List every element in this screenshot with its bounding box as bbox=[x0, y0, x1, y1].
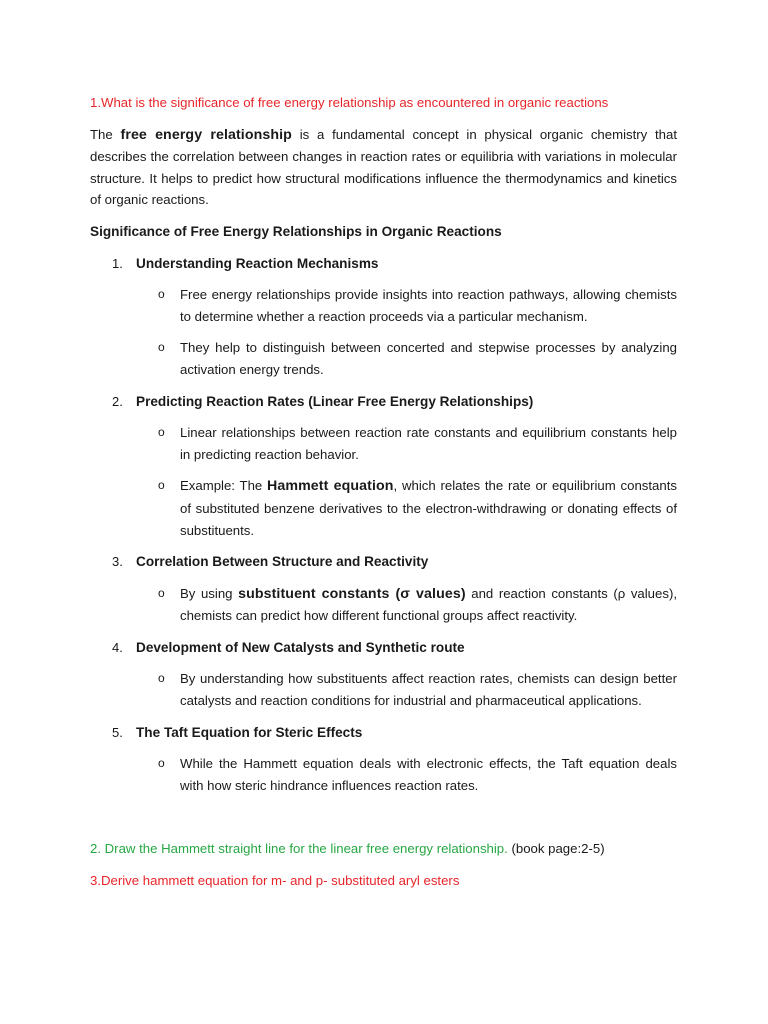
list-item-1 bbox=[90, 253, 677, 381]
intro-paragraph bbox=[90, 124, 677, 211]
bullet-item bbox=[90, 583, 677, 627]
list-item-2 bbox=[90, 391, 677, 542]
bullet-circle-icon: o bbox=[158, 671, 165, 686]
question-2-note: (book page:2-5) bbox=[507, 841, 605, 857]
bullet-item bbox=[90, 668, 677, 711]
bullet-circle-icon: o bbox=[158, 287, 165, 302]
point-title-row bbox=[90, 253, 677, 275]
bullet-text: While the Hammett equation deals with electronic effects, the Taft equation deals with how steric hindrance influences reaction rates. bbox=[180, 756, 677, 793]
bullet-item bbox=[90, 475, 677, 541]
question-2 bbox=[90, 838, 677, 860]
bullet-item bbox=[90, 422, 677, 465]
list-item-5 bbox=[90, 722, 677, 797]
spacer bbox=[90, 806, 677, 838]
hammett-equation-term: Hammett equation bbox=[267, 478, 394, 495]
significance-list bbox=[90, 253, 677, 797]
substituent-constants-term: substituent constants (σ values) bbox=[238, 585, 466, 602]
question-3: 3.Derive hammett equation for m- and p- substituted aryl esters bbox=[90, 873, 460, 889]
point-title: The Taft Equation for Steric Effects bbox=[136, 724, 363, 740]
point-number: 5. bbox=[112, 724, 123, 740]
bullet-text bbox=[180, 583, 677, 627]
bullet-text bbox=[180, 475, 677, 541]
bullet-circle-icon: o bbox=[158, 585, 165, 600]
point-number: 4. bbox=[112, 639, 123, 655]
bullet-text: Free energy relationships provide insights into reaction pathways, allowing chemists to determine whether a reaction proceeds via a particular mechanism. bbox=[180, 287, 677, 324]
point-title: Correlation Between Structure and Reactivity bbox=[136, 554, 429, 570]
bullet-item bbox=[90, 337, 677, 380]
bullet-text: By understanding how substituents affect reaction rates, chemists can design better catalysts and reaction conditions for industrial and pharmaceutical applications. bbox=[180, 671, 677, 709]
list-item-4 bbox=[90, 637, 677, 712]
bullet-item bbox=[90, 284, 677, 327]
bullet-circle-icon: o bbox=[158, 756, 165, 771]
point-title-row bbox=[90, 551, 677, 573]
bullet-text-pre: By using bbox=[180, 585, 239, 601]
intro-term: free energy relationship bbox=[120, 126, 292, 143]
point-number: 1. bbox=[112, 255, 123, 271]
bullet-item bbox=[90, 753, 677, 796]
point-number: 2. bbox=[112, 393, 123, 409]
bullet-list bbox=[90, 284, 677, 380]
question-1: 1.What is the significance of free energy relationship as encountered in organic reactions bbox=[90, 95, 609, 110]
point-number: 3. bbox=[112, 554, 123, 570]
bullet-text-post: , which relates the rate or equilibrium constants of substituted benzene derivatives to the electron-withdrawing or donating effects of substituents. bbox=[180, 478, 677, 538]
point-title-row bbox=[90, 391, 677, 413]
bullet-list bbox=[90, 668, 677, 711]
bullet-text: Linear relationships between reaction rate constants and equilibrium constants help in predicting reaction behavior. bbox=[180, 425, 677, 462]
section-heading: Significance of Free Energy Relationships in Organic Reactions bbox=[90, 223, 502, 239]
intro-pre: The bbox=[90, 126, 121, 142]
intro-post: is a fundamental concept in physical organic chemistry that describes the correlation between changes in reaction rates or equilibria with variations in molecular structure. It helps to predict how structural modifications influence the thermodynamics and kinetics of organic reactions. bbox=[90, 126, 678, 208]
point-title: Predicting Reaction Rates (Linear Free Energy Relationships) bbox=[136, 393, 534, 409]
bullet-circle-icon: o bbox=[158, 340, 165, 355]
bullet-circle-icon: o bbox=[158, 425, 165, 440]
bullet-text-post: and reaction constants (ρ values), chemists can predict how different functional groups affect reactivity. bbox=[180, 585, 677, 624]
list-item-3 bbox=[90, 551, 677, 627]
bullet-list bbox=[90, 583, 677, 627]
bullet-circle-icon: o bbox=[158, 478, 165, 493]
bullet-text-pre: Example: The bbox=[180, 478, 268, 494]
point-title: Development of New Catalysts and Synthetic route bbox=[136, 639, 465, 655]
question-2-text: 2. Draw the Hammett straight line for the linear free energy relationship. bbox=[90, 841, 508, 857]
point-title: Understanding Reaction Mechanisms bbox=[136, 255, 379, 271]
bullet-list bbox=[90, 422, 677, 541]
point-title-row bbox=[90, 722, 677, 744]
bullet-list bbox=[90, 753, 677, 796]
bullet-text: They help to distinguish between concerted and stepwise processes by analyzing activation energy trends. bbox=[180, 340, 677, 377]
point-title-row bbox=[90, 637, 677, 659]
